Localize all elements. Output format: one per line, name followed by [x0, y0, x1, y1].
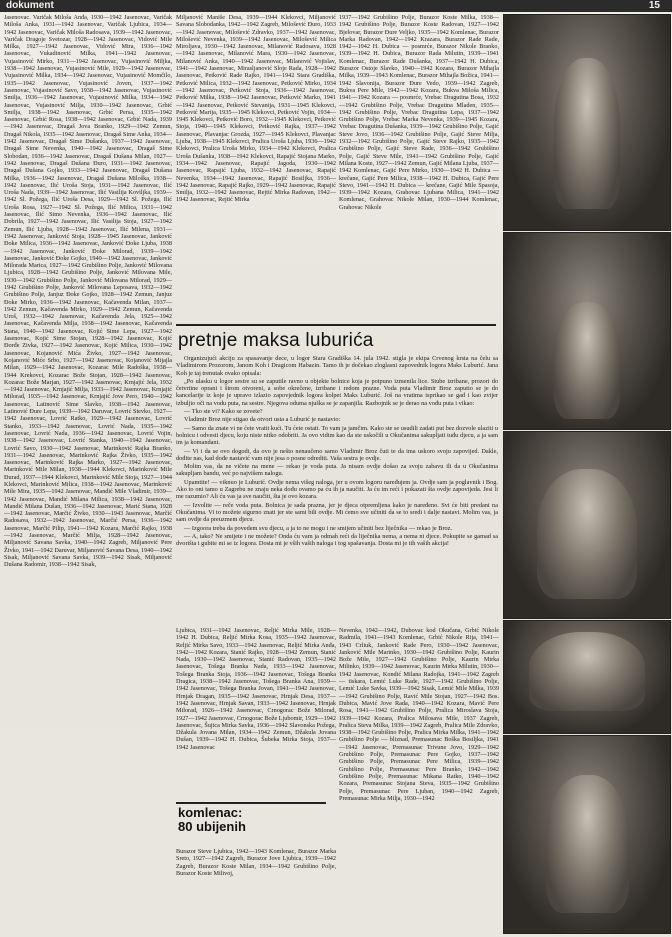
victim-list-column-4b: Burazor Steve Ljubica, 1942—1943 Komlenac, Burazor Marka Sreto, 1927—1942 Zagreb, Burazor Jove Ljubica, 1939—1942 Zagreb, Burazor Koste Milan, 1934—1942 Grubišino Polje, Burazor Koste Milivoj, — [176, 848, 336, 877]
article-paragraph: — Izgoora treba da povedem svu djecu, a ja to ne mogu i ne smijem učiniti bez liječnika — rekao je Broz. — [184, 524, 453, 532]
headline-rule — [176, 324, 496, 326]
article-paragraph: Upamtite! — viknuo je Luburić. Ovdje nema višeg naloga, jer u ovom logoru naređujem ja. Ovdje sam ja poglavnik i Bog. Ako to oni tamo u Zagrebu ne znaju neka dođu ovamo pa ću ih ja naučiti. Ja ću im reći i pokazati šta ovdje zapovijeda. Jesi li me razumio? Ali ću vas ja sve naučiti, šta je ovo kozara. — [176, 478, 498, 501]
subhead-line-1: komlenac: — [178, 805, 243, 820]
article-paragraph: — Tko ste vi? Kako se zovete? — [184, 408, 263, 416]
article-headline: pretnje maksa luburića — [178, 330, 374, 351]
page-number: 15 — [648, 0, 660, 11]
section-title: dokument — [6, 0, 54, 11]
article-paragraph: — A, tako? Ne smijete i ne možete? Onda ću vam ja odmah reći da liječnika nema, a nema ni djece. Pokupite se gamad sa dvorišta i gubite mi se iz logora. Dosta mi je vših vaših naloga i tog spašavanja. Dosta mi je tih vaših akcija! — [176, 532, 498, 548]
article-paragraph: „Po ulasku u logor sestre su se zaputile ravno u objekte bolnice koja je potpuno izmenila lice. Stube izribane, prozori do četvrtine oprani i širom otvoreni, a sobe okrečene, izribane i redom prazne. Voda puta Vladimir Broz zaputio se je do kancelarije iz koje je upravo izlazio zapovjednik logora kolpet Maks Luburić. Još na vratima isprikao se gad i kao zvijer izbuljio oči na vodu puta, na sestre. Njegova oduma njuška se je zapanjila. Razbojnik se je derao na vođu puta i vikao: — [176, 377, 498, 407]
child-photo-4 — [503, 620, 671, 734]
child-photo-5 — [503, 735, 671, 934]
article-paragraph: — Samo da znate vi ne ćete vratit kući. Tu ćete ostati. To vam ja jamčim. Kako ste se usudili zadati put bez dozvole ulaziti u bolnicu i odvesti djecu, koju niste nitko odobriti. Ja ovo vidim kao da ste uskočili u Okučanima sakupljati tuđu djecu, a ja sam im ja komandant. — [176, 424, 498, 447]
article-paragraph: Organizujući akciju za spasavanje dece, u logor Stara Gradiška 14. jula 1942. stigla je ekipa Crvenog krsta na čelu sa Vladimirom Prozorom, Janom Koh i Dragicom Habazin. Tamo ih je dočekao zloglasni zapovednik logora Maks Luburić. Jana Koh je taj trenutak ovako opisala: — [176, 355, 498, 377]
child-photo-1 — [503, 14, 671, 231]
subhead-line-2: 80 ubijenih — [178, 819, 246, 834]
victim-list-column-3: 1937—1942 Grubišino Polje, Burazor Koste Milka, 1938—1942 Grubišino Polje, Burazor Koste Radovan, 1927—1942 Bjelovar, Burazor Đure Veljko, 1935—1942 Komlenac, Burazor Marka Radovan, 1942—1942 Krazara, Burazor Rade Rade, 1942—1942 H. Dubica — posmrće, Burazor Nikole Branko, 1939—1942 H. Dubica, Burazor Rada Milutin, 1939—1941 Komlenac, Burazor Rade Dušanka, 1937—1942 H. Dubica, Burazor Ostoje Slavko, 1940—1942 Kozara, Burazor Mihajla Milka, 1939—1943 Komlenac, Burazor Mihajla Božica, 1941—1942 Slavonija, Burazor Đure Vedo, 1939—1942 Zagreb, Bukva Pere Mile, 1942—1942 Kozara, Bukva Miloša Milica, 1941—1942 Kozara — posmrće, Vrebac Dragutina Bosa, 1932—1942 Grubišino Polje, Vrebac Dragutina Mladen, 1935—1942 Grubišino Polje, Vrebac Dragutina Lepa, 1937—1942 Grubišino Polje, Vrebac Marka Nevenka, 1939—1945 Kozara, Vrebac Dragutina Dušanka, 1939—1942 Grubišino Polje, Gajić Steve Jovo, 1936—1942 Grubišino Polje, Gajić Steve Milja, 1932—1942 Grubišino Polje, Gajić Steve Rajko, 1935—1942 Grubišino Polje, Gajić Steve Rade, 1936—1942 Grubišino Polje, Gajić Steve Mile, 1941—1942 Grubišino Polje, Gajić Milana Koste, 1927—1942 Zemun, Gajić Milana Ljuba, 1937—1942 Komlenac, Gajić Pere Mirko, 1930—1942 H. Dubica — krečane, Gajić Pere Milica, 1938—1942 H. Dubica, Gajić Pere Stevo, 1941—1942 H. Dubica — krečane, Gajić Mile Spasoja, 1939—1942 Kozara, Grahovac Ljubana Milica, 1941—1942 Komlenac, Grahovac Nikole Milan, 1930—1944 Komlenac, Grahovac Nikole — [339, 14, 499, 211]
subhead-rule — [176, 802, 326, 804]
victim-list-column-2: Miljanović Maniše Desa, 1939—1944 Klekovci, Miljanović Savana Slobodanka, 1942—1942 Zagreb, Milošević Đuro, 1933—1942 Jasenovac, Milošević Zdravko, 1937—1942 Jasenovac, Milošević Nevenka, 1939—1942 Jasenovac, Milošević Milica Mirolјava, 1930—1942 Jasenovac, Milanović Radosava, 1928—1942 Jasenovac, Milanović Mara, 1930—1942 Jasenovac, Milanović Anka, 1940—1942 Jasenovac, Milanović Vojislav, 1941—1942 Jasenovac, Miraslјanović Sloje Rada, 1928—1942 Jasenovac, Petković Rade Rajko, 1941—1942 Stara Gradiška, Petković Milica, 1932—1942 Jasenovac, Petković Mirko, 1934—1942 Jasenovac, Petković Stoja, 1936—1942 Jasenovac, Petković Milka, 1938—1942 Jasenovac, Petković Marko, 1941—1942 Jasenovac, Petković Stevanija, 1931—1945 Klekovci, Petković Marija, 1935—1945 Klekovci, Petković Vojin, 1934—1945 Klekovci, Petković Boro, 1932—1945 Klekovci, Petković Stoja, 1940—1945 Klekovci, Petković Rajka, 1937—1942 Jasenovac, Plavanjac Grozda, 1927—1945 Klekovci, Plavanjac Ljuba, 1938—1945 Klekovci, Pralica Uroša Ljuba, 1936—1942 Klekovci, Pralica Uroša Mirko, 1934—1942 Klekovci, Pralica Uroša Dušanka, 1938—1942 Klekovci, Rapajić Stojana Marko, 1934—1942 Jasenovac, Rapajić Jagoda, 1930—1942 Jasenovac, Rapajić Ljuba, 1932—1942 Jasenovac, Rapajić Nevenka, 1934—1942 Jasenovac, Rapajić Bosiljka, 1936—1942 Jasenovac, Rapajić Rajko, 1929—1942 Jasenovac, Rapajić Smilja, 1932—1942 Jasenovac, Rejtić Mirka Radovan, 1942—1942 Jasenovac, Rejtić Mirka — [176, 14, 336, 204]
victim-list-column-5: Nevenka, 1942—1942, Dubovac kod Okučana, Grbić Nikole Radmila, 1941—1943 Komlenac, Grbić Nikole Rija, 1941—1943 Crliuk, Janković Rade Pero, 1930—1942 Jasenovac, Janković Mile Marinko, 1930—1942 Grubišino Polje, Kaurin Bože Mile, 1927—1942 Grubišino Polje, Kaurin Mirka Milinko, 1939—1942 Jasenovac, Kaurin Mirka Milutin, 1930—1942 Jasenovac, Kondić Milana Radojka, 1941—1942 Zagreb — tiskara, Lemić Luke Rade, 1927—1942 Grubišino Polje, Lemić Luke Savka, 1939—1942 Sisak, Lemić Mile Milka, 1939—1942 Grubišino Polje, Ravić Mile Stojan, 1927—1942 Bos. Dubica, Mavić Jove Rada, 1940—1942 Kozara, Mavić Pere Rosa, 1941—1942 Grubišino Polje, Pralica Miroslava Stoja, 1939—1942 Kozara, Pralica Milosava Mile, 1937 Zagreb, Pralica Steva Milka, 1939—1942 Zagreb, Pralica Mile Zdravko, 1938—1942 Grubišino Polje, Pralica Mirka Milka, 1941—1942 Grubišino Polje — bliznad, Premasunac Boška Bosiljka, 1941—1942 Jasenovac, Premasunac Trivune Jovo, 1929—1942 Grubišino Polje, Premasunac Pere Gojko, 1937—1942 Grubišino Polje, Premasunac Pere Milica, 1939—1942 Grubišino Polje, Premasunac Pere Branko, 1942—1942 Grubišino Polje, Premasunac Mikana Ratko, 1940—1942 Kozara, Premasunac Stojana Steva, 1935—1942 Grubišino Polje, Premasunac Pere Ljuban, 1940—1942 Zagreb, Premasunac Mirka Milja, 1930—1942 — [339, 627, 499, 802]
article-paragraph: Vladimir Broz nije stigao da otvori usta a Luburić je nastavio: — [184, 416, 341, 424]
victim-list-column-4: Ljubica, 1931—1942 Jasenovac, Reljić Mirka Mile, 1928—1942 H. Dubica, Reljić Mirka Kosa, 1935—1942 Jasenovac, Reljić Mirka Savo, 1933—1942 Jasenovac, Reljić Mirka Anđa, 1942—1942 Kozara, Stanić Rajko, 1928—1942 Zemun, Stanić Nada, 1930—1942 Jasenovac, Stanić Radovan, 1935—1942 Jasenovac, Tošega Branka Nada, 1933—1942 Jasenovac, Tošega Branka Stoja, 1936—1942 Jasenovac, Tošega Branka Dragica, 1938—1942 Jasenovac, Tošega Branka Ana, 1939—1942 Jasenovac, Tošega Branka Jovan, 1941—1942 Jasenovac, Hrnjak Dragan, 1935—1942 Jasenovac, Hrnjak Desa, 1937—1942 Jasenovac, Hrnjak Savan, 1933—1942 Jasenovac, Hrnjak Milorad, 1926—1942 Jasenovac, Crnogorac Bože Milorad, 1927—1942 Jasenovac, Crnogorac Bože Ljubomir, 1929—1942 Jasenovac, Šujica Mirka Savka, 1936—1942 Slavonska Požega, Džakula Jovana Milan, 1934—1942 Zemun, Džakula Jovana Dušan, 1939—1942 H. Dubica, Šubeka Mirka Stoja, 1937—1942 Jasenovac — [176, 627, 336, 751]
child-photo-3 — [503, 431, 671, 619]
masthead — [0, 0, 672, 12]
article-paragraph: Molim vas, da ne vičete na mene — rekao je voda puta. Ja nisam ovdje došao za svoju zabavu ili da u Okučanima sakupljam bandu, već po najvišem nalogu. — [176, 463, 498, 478]
child-photo-2 — [503, 232, 671, 430]
komlenac-subheading — [178, 806, 328, 834]
article-paragraph: — Izvolite — reče voda puta. Bolnica je sada prazna, jer je djeca otpremljena kako je naređeno. Svi će biti predani na Okučanima. Vi to možete sigurno znati jer ste sami bili ovdje. Mi ćemo sve učiniti da se to sredi i dalje nastavi. Molim vas, ja sam ovdje da preuzmem djecu. — [176, 501, 498, 524]
victim-list-column-1: Jasenovac. Varičak Miloša Anđa, 1930—1942 Jasenovac, Varičak Miloša Anka, 1931—1942 Jasenovac, Varičak Ljubica, 1934—1942 Jasenovac, Varičak Miloša Radosava, 1939—1942 Jasenovac, Varičak Dragoje Svetozar, 1928—1942 Jasenovac, Vidović Mile Milka, 1927—1942 Jasenovac, Vidović Mira, 1936—1942 Jasenovac, Vukadinović Milka, 1941—1942 Jasenovac, Vujasinović Mirko, 1931—1942 Jasenovac, Vujasinović Miljka, 1938—1942 Jasenovac, Vujasinović Mile, 1929—1942 Jasenovac, Vujasinović Milka, 1934—1942 Jasenovac, Vujasinović Momčilo, 1935—1942 Jasenovac, Vujasinović Joven, 1937—1942 Jasenovac, Vujasinović Savo, 1938—1942 Jasenovac, Vujasinović Smilja, 1936—1942 Jasenovac, Vujasinović Milka, 1934—1942 Jasenovac, Vujasinović Milja, 1930—1942 Jasenovac, Grbić Smilja, 1938—1942 Jasenovac, Grbić Persa, 1935—1942 Jasenovac, Grbić Rosa, 1938—1942 Jasenovac, Grbić Nada, 1939—1942 Jasenovac, Dragaš Jova Branko, 1929—1942 Zemun, Dragaš Nikola, 1935—1942 Jasenovac, Dragaš Sime Anka, 1934—1942 Jasenovac, Dragaš Sime Dušanka, 1937—1942 Jasenovac, Dragaš Sime Nevenka, 1940—1942 Jasenovac, Dragaš Sime Slobodan, 1936—1942 Jasenovac, Dragaš Dušana Milan, 1927—1942 Jasenovac, Dragaš Dušana Đuro, 1931—1942 Jasenovac, Dragaš Dušana Gojko, 1933—1942 Jasenovac, Dragaš Dušana Milka, 1936—1942 Jasenovac, Dragaš Dušana Miloška, 1938—1942 Jasenovac, Ilić Uroša Stoja, 1931—1942 Jasenovac, Ilić Uroša Nada, 1939—1942 Jasenovac, Ilić Vasilija Kovilјka, 1939—1942 Sl. Požega, Ilić Uroša Desa, 1929—1942 Sl. Požega, Ilić Uroša Rosa, 1927—1942 Sl. Požega, Ilić Milica, 1931—1942 Jasenovac, Ilić Simo Nevenka, 1936—1942 Jasenovac, Ilić Dobrila, 1927—1942 Jasenovac, Ilić Vasilija Stoja, 1927—1942 Zemun, Ilić Ljuba, 1928—1942 Jasenovac, Ilić Milena, 1931—1942 Jasenovac, Janković Stoja, 1928—1945 Jasenovac, Janković Đoke Milica, 1936—1942 Jasenovac, Janković Đoke Ljuba, 1938—1942 Jasenovac, Janković Đoke Milorad, 1939—1942 Jasenovac, Janković Đoke Gojko, 1940—1942 Jasenovac, Janković Milorada Marica, 1927—1942 Grubišino Polje, Janković Milovana Ljubica, 1928—1942 Grubišino Polje, Janković Milovana Mile, 1930—1942 Grubišino Polje, Janković Milovana Milorad, 1929—1942 Grubišino Polje, Janković Milovana Leposava, 1932—1942 Grubišino Polje, Janjuz Đoke Gojko, 1928—1942 Zemun, Janjuz Đoke Mirko, 1936—1942 Jasenovac, Kačavenda Milan, 1937—1942 Zemun, Kačavenda Mirko, 1929—1942 Zemun, Kačavenda Uroš, 1932—1942 Jasenovac, Kačavenda Jela, 1925—1942 Jasenovac, Kačavenda Milja, 1938—1942 Jasenovac, Kačavenda Stana, 1940—1942 Jasenovac, Kojić Sime Lepa, 1927—1942 Jasenovac, Kojić Sime Stojan, 1928—1942 Jasenovac, Kojić Đorđe Zivka, 1927—1942 Jasenovac, Kojić Milica, 1930—1942 Jasenovac, Kojanović Mića Živko, 1927—1942 Jasenovac, Kojanović Miće Srbo, 1927—1942 Jasenovac, Kojanović Mijajla Milan, 1929—1942 Jasenovac, Kozarac Mile Radoška, 1938—1944 Krekovci, Kozarac Bože Stojan, 1928—1942 Jasenovac, Kozarac Bože Marjan, 1927—1942 Jasenovac, Krnjajić Jela, 1932—1942 Jasenovac, Krnjajić Milja, 1933—1942 Jasenovac, Krnjajić Milorad, 1935—1942 Jasenovac, Krnjajić Jove Pero, 1940—1942 Jasenovac, Latinović Sime Slavko, 1938—1942 Jasenovac, Latinović Đure Lepa, 1939—1942 Daruvar, Lovrić Stevko, 1927—1942 Jasenovac, Lovrić Ratko, 1929—1942 Jasenovac, Lovrić Stanko, 1933—1942 Jasenovac, Lovrić Nada, 1935—1942 Jasenovac, Lovrić Nada, 1936—1942 Jasenovac, Lovrić Vojin, 1938—1942 Jasenovac, Lovrić Stanka, 1940—1942 Jasenovac, Lovrić Savo, 1930—1942 Jasenovac, Marinković Rajka Branko, 1931—1942 Jasenovac, Marinković Rajka Živko, 1935—1942 Jasenovac, Marinković Rajka Marko, 1927—1942 Jasenovac, Marinković Mile Milan, 1938—1944 Klekovci, Marinković Mile Đurad, 1937—1944 Klekovci, Marinković Mile Stoja, 1927—1944 Klekovci, Marinković Milica, 1938—1942 Jasenovac, Marinković Mile Mira, 1935—1942 Jasenovac, Mandić Mile Vladimir, 1939—1942 Jasenovac, Mandić Milana Milica, 1938—1942 Jasenovac, Mandić Milana Dušan, 1936—1942 Jasenovac, Marić Stana, 1928—1942 Jasenovac, Marčić Živko, 1930—1943 Jasenovac, Marčić Radosava, 1932—1942 Jasenovac, Marčić Persa, 1936—1942 Jasenovac, Marčić Pilip, 1941—1942 Kozara, Marčić Rajko, 1938—1942 Jasenovac, Marčić Milja, 1928—1942 Jasenovac, Miljanović Savana Savka, 1940—1942 Zagreb, Miljanović Pere Živko, 1941—1942 Daruvar, Miljanović Savana Desa, 1940—1942 Sisak, Miljanović Savana Savka, 1939—1942 Sisak, Miljanović Dušana Radomir, 1938—1942 Sisak, — [4, 14, 172, 569]
article-paragraph: — Vi i da se ovo dogodi, da ovo je nešto nenaučeno samo Vladimir Broz čuti te da ima uskoro svoju zapovijed. Dakle, dođite nas, kad dođe nastavić vam nije jesa o posne odrediti. Vaša sestra je ovdje. — [176, 447, 498, 462]
article-body — [176, 355, 498, 613]
